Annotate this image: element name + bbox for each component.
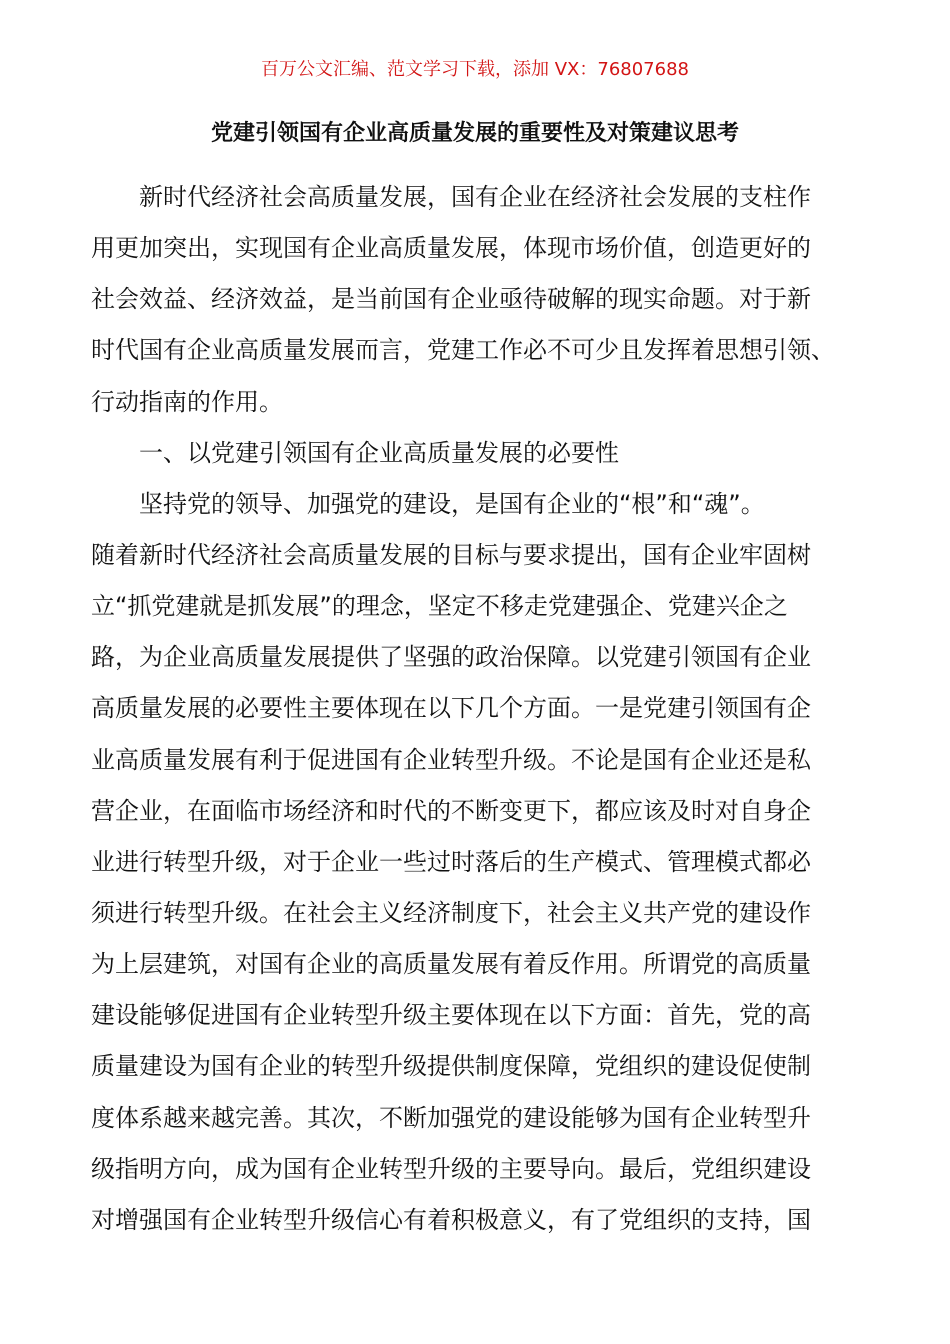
text-line: 立“抓党建就是抓发展”的理念，坚定不移走党建强企、党建兴企之	[91, 592, 788, 621]
text-line: 营企业，在面临市场经济和时代的不断变更下，都应该及时对自身企	[91, 796, 811, 825]
text-line: 社会效益、经济效益，是当前国有企业亟待破解的现实命题。对于新	[91, 285, 811, 314]
text-line: 级指明方向，成为国有企业转型升级的主要导向。最后，党组织建设	[91, 1154, 811, 1183]
text-line: 随着新时代经济社会高质量发展的目标与要求提出，国有企业牢固树	[91, 540, 811, 569]
text-line: 路，为企业高质量发展提供了坚强的政治保障。以党建引领国有企业	[91, 643, 811, 672]
text-line: 新时代经济社会高质量发展，国有企业在经济社会发展的支柱作	[139, 183, 811, 211]
text-line: 建设能够促进国有企业转型升级主要体现在以下方面：首先，党的高	[91, 1001, 811, 1030]
text-line: 业进行转型升级，对于企业一些过时落后的生产模式、管理模式都必	[91, 847, 811, 876]
text-line: 行动指南的作用。	[91, 387, 283, 416]
text-line: 高质量发展的必要性主要体现在以下几个方面。一是党建引领国有企	[91, 694, 811, 723]
header-watermark: 百万公文汇编、范文学习下载，添加 VX：76807688	[261, 59, 689, 80]
text-line: 为上层建筑，对国有企业的高质量发展有着反作用。所谓党的高质量	[91, 950, 811, 979]
text-line: 对增强国有企业转型升级信心有着积极意义，有了党组织的支持，国	[91, 1205, 811, 1234]
text-line: 坚持党的领导、加强党的建设，是国有企业的“根”和“魂”。	[139, 489, 765, 518]
text-line: 度体系越来越完善。其次，不断加强党的建设能够为国有企业转型升	[91, 1103, 811, 1132]
text-line: 质量建设为国有企业的转型升级提供制度保障，党组织的建设促使制	[91, 1052, 811, 1081]
text-line: 用更加突出，实现国有企业高质量发展，体现市场价值，创造更好的	[91, 234, 811, 263]
text-line: 须进行转型升级。在社会主义经济制度下，社会主义共产党的建设作	[91, 898, 811, 927]
document-title: 党建引领国有企业高质量发展的重要性及对策建议思考	[210, 121, 739, 146]
text-line: 一、以党建引领国有企业高质量发展的必要性	[139, 438, 619, 467]
text-line: 时代国有企业高质量发展而言，党建工作必不可少且发挥着思想引领、	[91, 336, 835, 365]
text-line: 业高质量发展有利于促进国有企业转型升级。不论是国有企业还是私	[91, 745, 811, 774]
document-body	[91, 172, 859, 1246]
